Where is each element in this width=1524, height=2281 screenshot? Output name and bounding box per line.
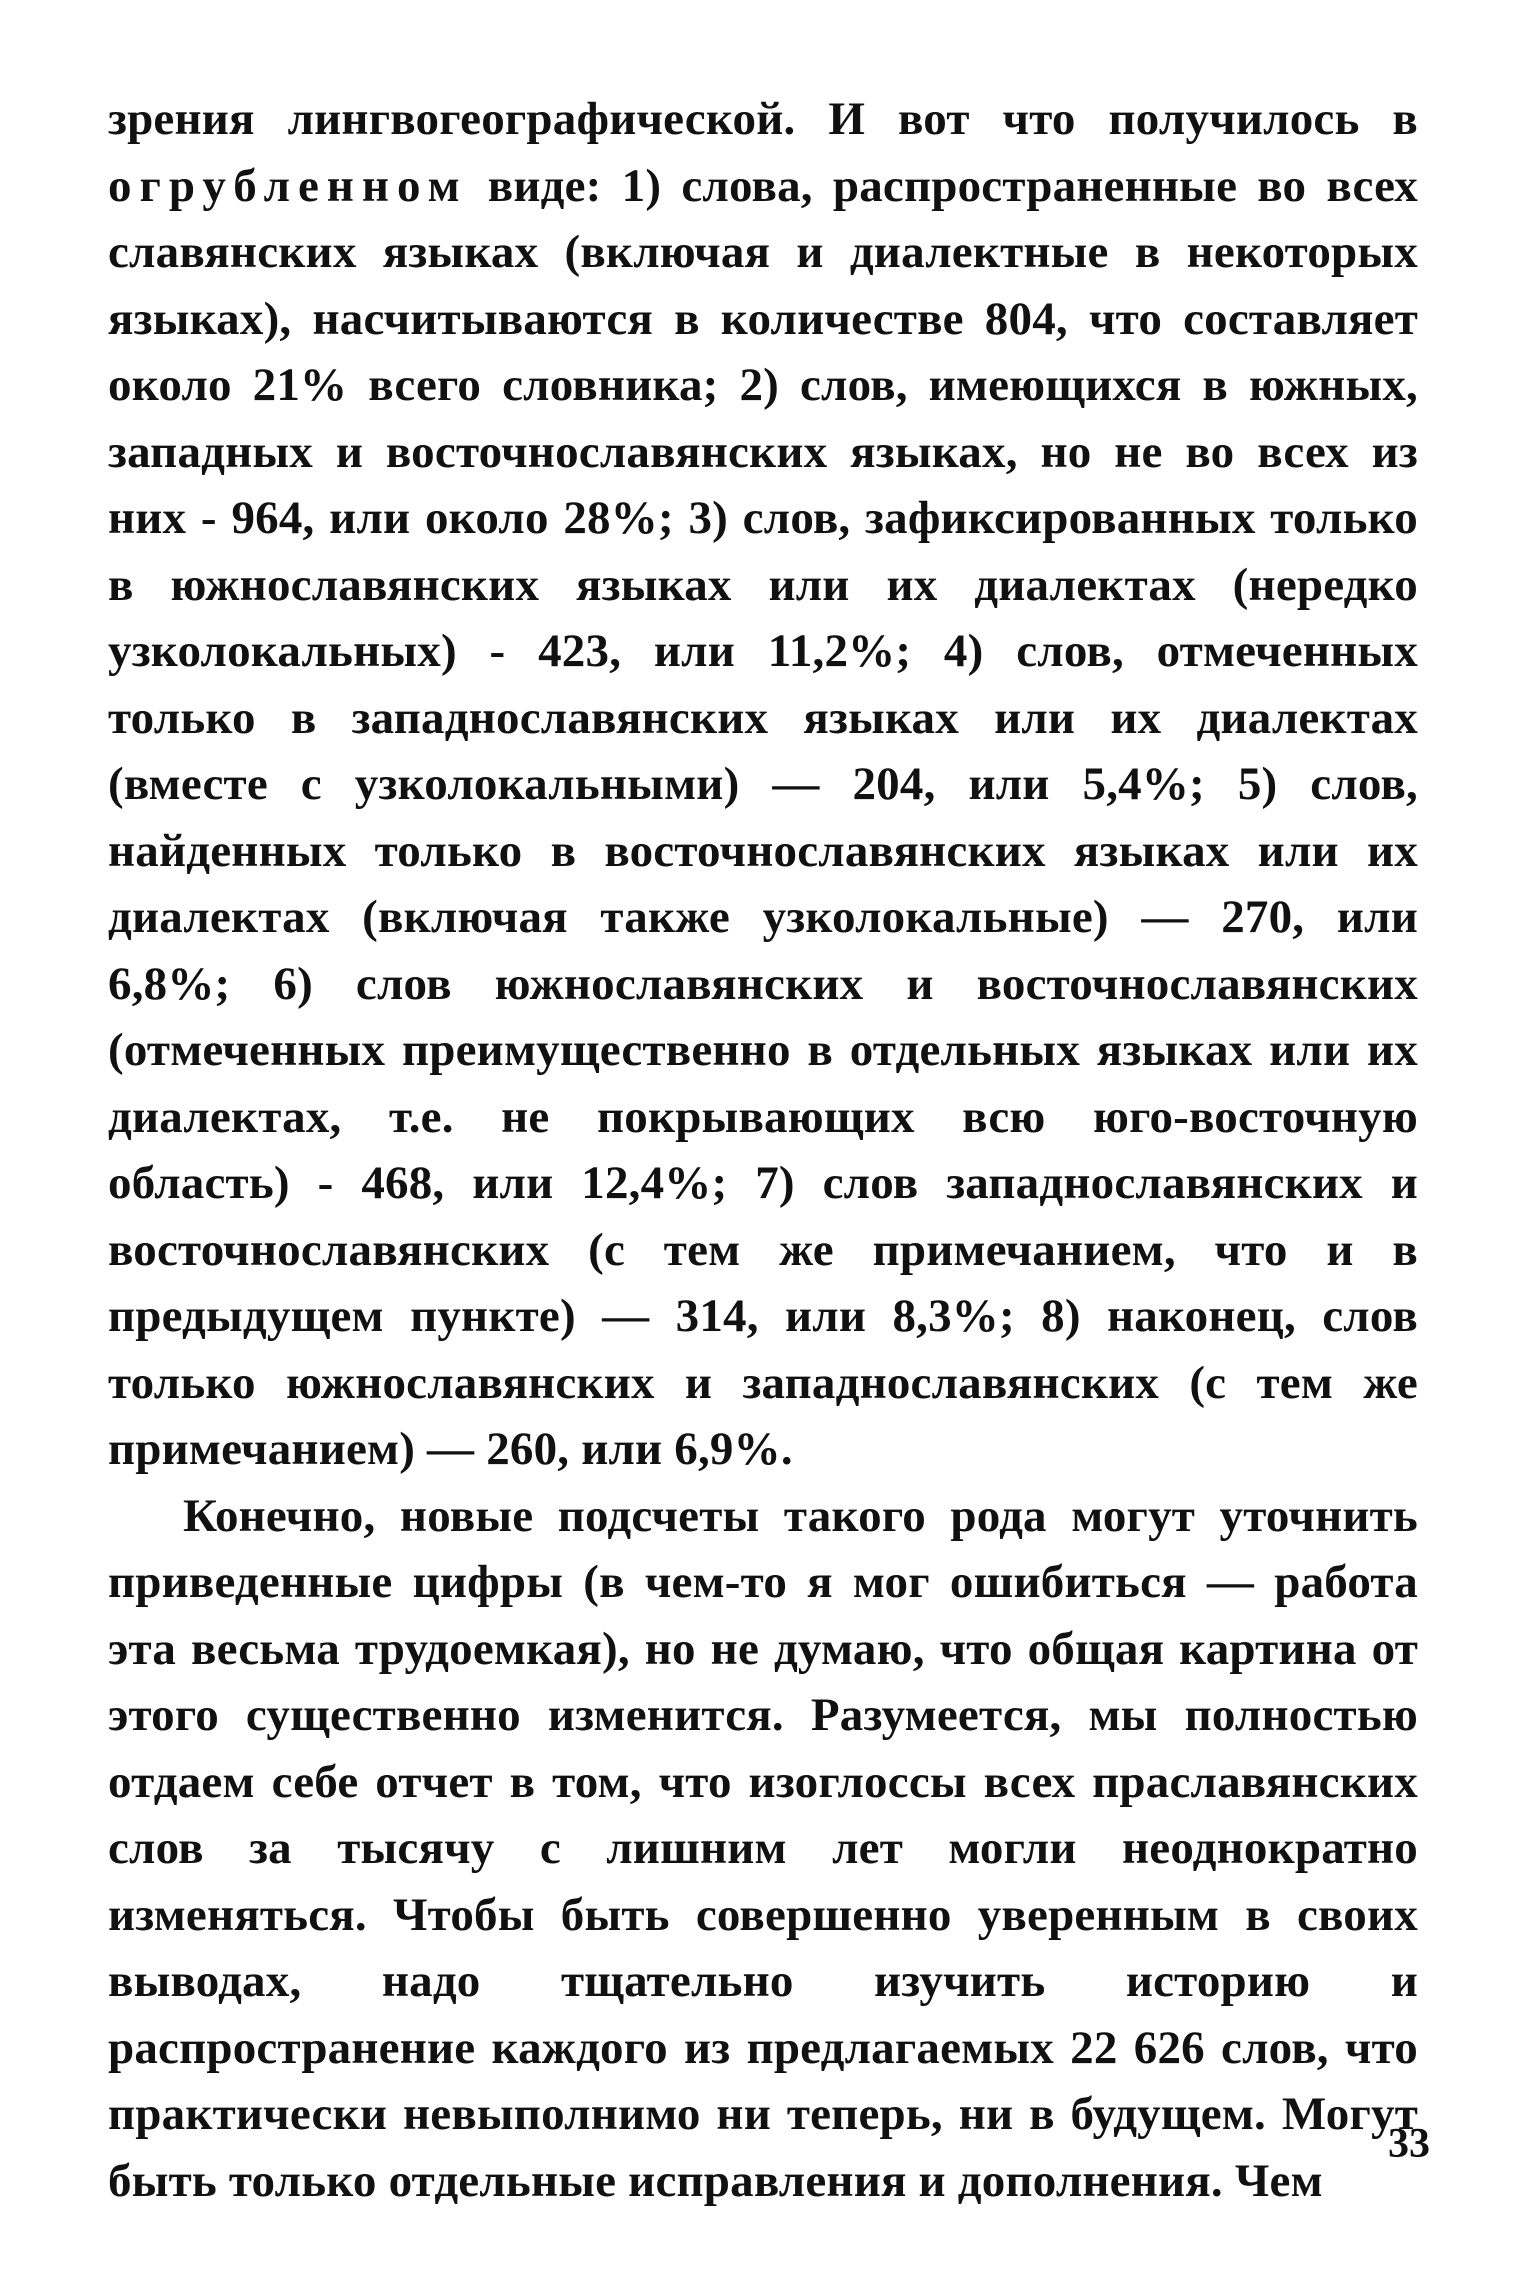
paragraph-1	[108, 86, 1418, 1483]
paragraph-1-spaced-word: огрубленном	[108, 159, 468, 212]
paragraph-2: Конечно, новые подсчеты такого рода могут уточнить приведенные цифры (в чем-то я мог ошибиться — работа эта весьма трудоемкая), но не думаю, что общая картина от этого существенно изменится. Разумеется, мы полностью отдаем себе отчет в том, что изоглоссы всех праславянских слов за тысячу с лишним лет могли неоднократно изменяться. Чтобы быть совершенно уверенным в своих выводах, надо тщательно изучить историю и распространение каждого из предлагаемых 22 626 слов, что практически невыполнимо ни теперь, ни в будущем. Могут быть только отдельные исправления и дополнения. Чем	[108, 1489, 1418, 2207]
paragraph-1-start: зрения лингвогеографической. И вот что получилось в	[108, 93, 1418, 145]
page-number: 33	[1388, 2121, 1430, 2167]
document-page	[108, 86, 1418, 2226]
paragraph-1-rest: виде: 1) слова, распространенные во всех славянских языках (включая и диалектные в некоторых языках), насчитываются в количестве 804, что составляет около 21% всего словника; 2) слов, имеющихся в южных, западных и восточнославянских языках, но не во всех из них - 964, или около 28%; 3) слов, зафиксированных только в южнославянских языках или их диалектах (нередко узколокальных) - 423, или 11,2%; 4) слов, отмеченных только в западнославянских языках или их диалектах (вместе с узколокальными) — 204, или 5,4%; 5) слов, найденных только в восточнославянских языках или их диалектах (включая также узколокальные) — 270, или 6,8%; 6) слов южнославянских и восточнославянских (отмеченных преимущественно в отдельных языках или их диалектах, т.е. не покрывающих всю юго-восточную область) - 468, или 12,4%; 7) слов западнославянских и восточнославянских (с тем же примечанием, что и в предыдущем пункте) — 314, или 8,3%; 8) наконец, слов только южнославянских и западнославянских (с тем же примечанием) — 260, или 6,9%.	[108, 159, 1418, 1475]
